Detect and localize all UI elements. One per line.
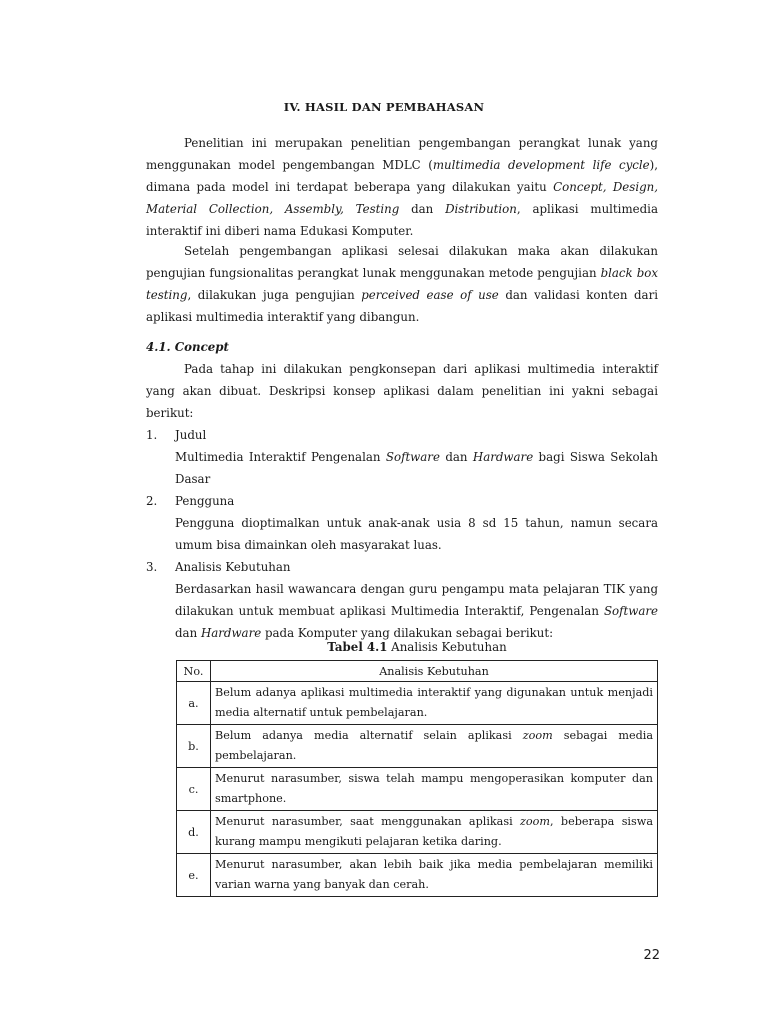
row-label: e. <box>177 854 211 897</box>
intro-paragraph-1: Penelitian ini merupakan penelitian pengembangan perangkat lunak yang menggunakan model pengembangan MDLC (multimedia development life cycle), dimana pada model ini terdapat beberapa yang dilakukan yaitu Concept, Design, Material Collection, Assembly, Testing dan Distribution, aplikasi multimedia interaktif ini diberi nama Edukasi Komputer. <box>146 136 658 238</box>
chapter-heading: IV. HASIL DAN PEMBAHASAN <box>283 100 485 114</box>
intro-paragraph-2: Setelah pengembangan aplikasi selesai dilakukan maka akan dilakukan pengujian fungsionalitas perangkat lunak menggunakan metode pengujian black box testing, dilakukan juga pengujian perceived ease of use dan validasi konten dari aplikasi multimedia interaktif yang dibangun. <box>146 244 658 324</box>
table-row <box>177 768 658 811</box>
row-text: Belum adanya aplikasi multimedia interaktif yang digunakan untuk menjadi media alternatif untuk pembelajaran. <box>211 682 658 725</box>
table-row <box>177 682 658 725</box>
header-no: No. <box>177 661 211 682</box>
list-body: Berdasarkan hasil wawancara dengan guru pengampu mata pelajaran TIK yang dilakukan untuk membuat aplikasi Multimedia Interaktif, Pengenalan Software dan Hardware pada Komputer yang dilakukan sebagai berikut: <box>175 582 658 640</box>
list-title: Pengguna <box>175 494 235 508</box>
row-text: Menurut narasumber, saat menggunakan aplikasi zoom, beberapa siswa kurang mampu mengikuti pelajaran ketika daring. <box>211 811 658 854</box>
row-label: a. <box>177 682 211 725</box>
list-number: 1. <box>146 428 158 442</box>
concept-list <box>146 424 658 644</box>
header-title: Analisis Kebutuhan <box>211 661 658 682</box>
row-text: Belum adanya media alternatif selain aplikasi zoom sebagai media pembelajaran. <box>211 725 658 768</box>
table-caption: Tabel 4.1 Analisis Kebutuhan <box>327 640 507 654</box>
concept-paragraph: Pada tahap ini dilakukan pengkonsepan dari aplikasi multimedia interaktif yang akan dibuat. Deskripsi konsep aplikasi dalam penelitian ini yakni sebagai berikut: <box>146 362 658 420</box>
list-item-analisis <box>146 556 658 644</box>
list-item-judul <box>146 424 658 490</box>
list-body: Multimedia Interaktif Pengenalan Software dan Hardware bagi Siswa Sekolah Dasar <box>175 450 658 486</box>
analysis-table <box>176 660 658 897</box>
list-title: Analisis Kebutuhan <box>175 560 291 574</box>
list-number: 2. <box>146 494 158 508</box>
list-item-pengguna <box>146 490 658 556</box>
list-title: Judul <box>175 428 207 442</box>
page-number: 22 <box>643 948 660 963</box>
row-text: Menurut narasumber, akan lebih baik jika media pembelajaran memiliki varian warna yang banyak dan cerah. <box>211 854 658 897</box>
row-label: c. <box>177 768 211 811</box>
list-number: 3. <box>146 560 158 574</box>
row-label: b. <box>177 725 211 768</box>
section-title: 4.1. Concept <box>146 340 229 354</box>
row-label: d. <box>177 811 211 854</box>
table-row <box>177 725 658 768</box>
list-body: Pengguna dioptimalkan untuk anak-anak usia 8 sd 15 tahun, namun secara umum bisa dimainkan oleh masyarakat luas. <box>175 516 658 552</box>
table-row <box>177 854 658 897</box>
table-header-row <box>177 661 658 682</box>
table-row <box>177 811 658 854</box>
row-text: Menurut narasumber, siswa telah mampu mengoperasikan komputer dan smartphone. <box>211 768 658 811</box>
